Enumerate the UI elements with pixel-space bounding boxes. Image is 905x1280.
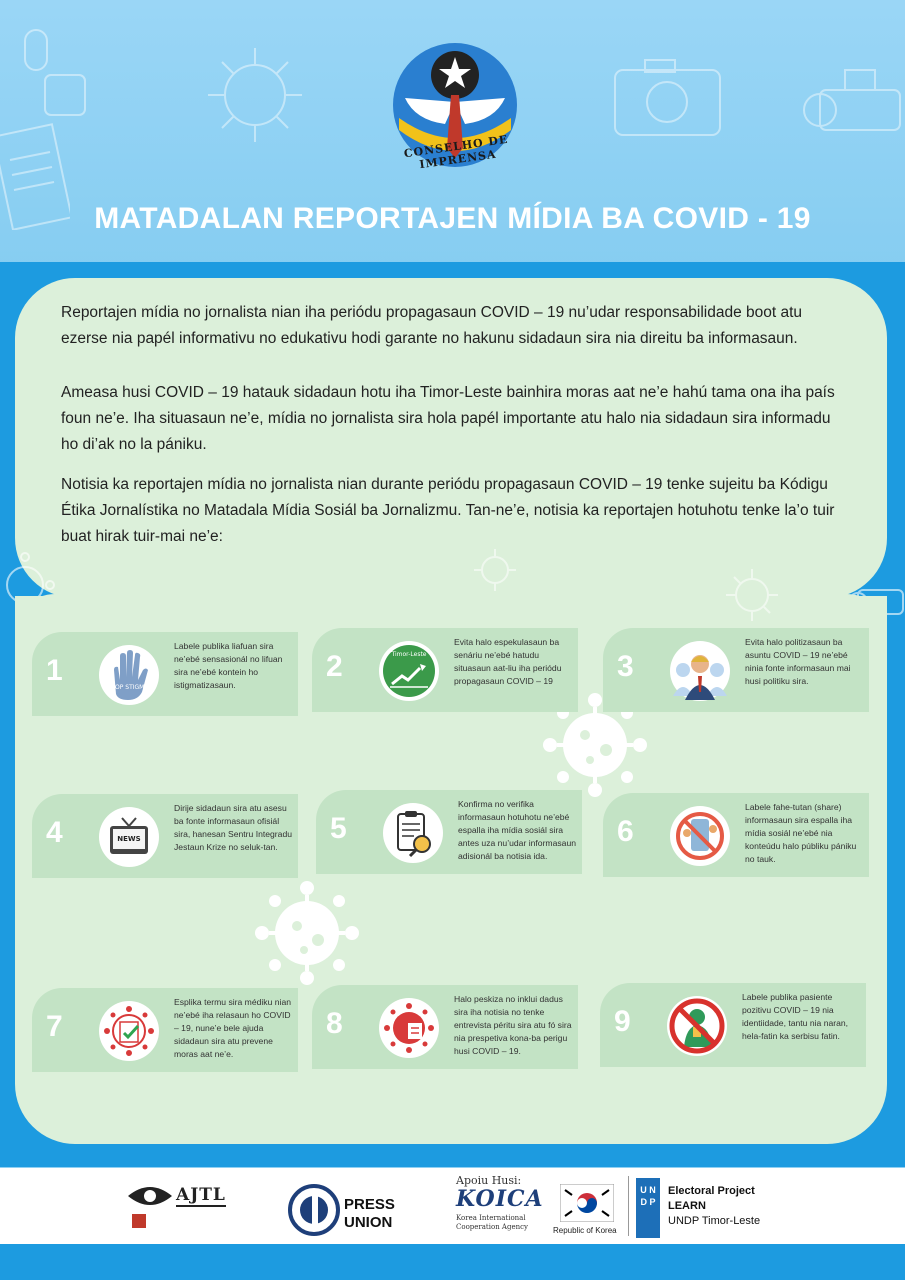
- microphone-outline-icon: [10, 20, 90, 120]
- press-union-line-1: PRESS: [344, 1196, 395, 1213]
- no-sharing-phone-icon: [669, 805, 731, 867]
- undp-logo: U N D P: [636, 1178, 660, 1238]
- guideline-text: Evita halo espekulasaun ba senáriu ne’ebé hatudu situasaun aat-liu iha periódu propagasaun COVID – 19: [454, 637, 562, 686]
- korea-flag-icon: [560, 1184, 614, 1222]
- decorative-virus-outline-icon: [200, 40, 310, 150]
- stop-stigma-label: STOP STIGMA: [107, 684, 149, 691]
- virus-check-icon: [98, 1000, 160, 1062]
- clipboard-magnifier-icon: [382, 802, 444, 864]
- footer: [0, 1168, 905, 1244]
- decorative-virus-icon: [252, 878, 362, 988]
- guideline-number: 2: [326, 650, 343, 683]
- guideline-card-7: [32, 988, 298, 1072]
- logo-caption: CONSELHO DE IMPRENSA: [403, 132, 510, 172]
- guideline-text: Konfirma no verifika informasaun hotuhotu ne’ebé espalla iha mídia sosiál sira antes uza nu’udar informasaun adisionál ba notisia ida.: [458, 799, 577, 861]
- footer-divider: [628, 1176, 629, 1236]
- ajtl-label: AJTL: [176, 1185, 226, 1205]
- guideline-card-9: [600, 983, 866, 1067]
- politician-icon: [669, 640, 731, 702]
- guideline-number: 8: [326, 1007, 343, 1040]
- koica-logo: KOICA: [456, 1186, 544, 1212]
- guideline-number: 9: [614, 1005, 631, 1038]
- guideline-text: Esplika termu sira médiku nian ne’ebé iha relasaun ho COVID – 19, nune’e bele ajuda sidadaun sira atu prevene moras aat ne’e.: [174, 997, 292, 1059]
- guideline-text: Evita halo politizasaun ba asuntu COVID – 19 ne’ebé ninia fonte informasaun mai husi politiku sira.: [745, 637, 851, 686]
- footer-band: [0, 1244, 905, 1280]
- guideline-text: Dirije sidadaun sira atu asesu ba fonte informasaun ofisiál sira, hanesan Sentru Integradu Jestaun Krize no seluk-tan.: [174, 803, 293, 852]
- news-label: NEWS: [117, 835, 141, 843]
- news-tv-icon: [98, 806, 160, 868]
- decorative-virus-icon: [722, 565, 782, 625]
- koica-subtitle: Korea International Cooperation Agency: [456, 1214, 528, 1231]
- camera-outline-icon: [610, 55, 725, 140]
- guideline-card-6: [603, 793, 869, 877]
- guideline-number: 1: [46, 654, 63, 687]
- press-union-line-2: UNION: [344, 1214, 393, 1231]
- virus-data-icon: [378, 997, 440, 1059]
- decorative-virus-icon: [470, 545, 520, 595]
- page-title: MATADALAN REPORTAJEN MÍDIA BA COVID - 19: [94, 202, 811, 235]
- learn-line-1: Electoral Project: [668, 1185, 755, 1197]
- guideline-text: Labele publika pasiente pozitivu COVID – 19 nia identiidade, tantu nia naran, hela-fatin ka serbisu fatin.: [742, 992, 849, 1041]
- intro-paragraph-2: Ameasa husi COVID – 19 hatauk sidadaun hotu iha Timor-Leste bainhira moras aat ne’e hahú tama ona iha país foun ne’e. Iha situasaun ne’e, mídia no jornalista sira hola papél importante atu halo nia sidadaun sira informadu ho di’ak no la pániku.: [61, 384, 835, 453]
- guideline-number: 5: [330, 812, 347, 845]
- press-union-name: [344, 1196, 395, 1232]
- intro-paragraph-1: Reportajen mídia no jornalista nian iha periódu propagasaun COVID – 19 nu’udar responsabilidade boot atu ezerse nia papél informativu no edukativu hodi garante no hakunu sidadaun sira nia direitu ba informasaun.: [61, 304, 803, 347]
- guideline-card-3: [603, 628, 869, 712]
- no-patient-id-icon: [666, 995, 728, 1057]
- guideline-number: 6: [617, 815, 634, 848]
- guideline-number: 7: [46, 1010, 63, 1043]
- learn-project-label: [668, 1184, 760, 1229]
- support-label: Apoiu Husi:: [456, 1174, 522, 1187]
- stop-stigma-hand-icon: [98, 644, 160, 706]
- timor-leste-chart-icon: [378, 640, 440, 702]
- korea-label: Republic of Korea: [553, 1226, 617, 1235]
- guideline-number: 3: [617, 650, 634, 683]
- guideline-card-4: [32, 794, 298, 878]
- learn-line-2: LEARN: [668, 1200, 706, 1212]
- guideline-card-5: [316, 790, 582, 874]
- learn-line-3: UNDP Timor-Leste: [668, 1215, 761, 1227]
- guideline-number: 4: [46, 816, 63, 849]
- guideline-card-1: [32, 632, 298, 716]
- intro-paragraph-3: Notisia ka reportajen mídia no jornalista nian durante periódu propagasaun COVID – 19 tenke sujeitu ba Kódigu Étika Jornalístika no Matadala Mídia Sosiál ba Jornalizmu. Tan-ne’e, notisia ka reportajen hotuhotu tenke la’o tuir buat hirak tuir-mai ne’e:: [61, 476, 835, 545]
- guideline-card-2: [312, 628, 578, 712]
- chart-caption: Timor-Leste: [391, 651, 427, 658]
- intro-panel: [15, 278, 887, 598]
- video-camera-outline-icon: [800, 60, 905, 160]
- guideline-card-8: [312, 985, 578, 1069]
- guideline-text: Labele publika liafuan sira ne’ebé sensasionál no lifuan sira ne’ebé kontein ho istigmatizasaun.: [174, 641, 283, 690]
- guideline-text: Labele fahe-tutan (share) informasaun sira espalla iha mídia sosiál ne’ebé nia konteúdu halo públiku pániku no tauk.: [745, 802, 857, 864]
- guideline-text: Halo peskiza no inklui dadus sira iha notisia no tenke entrevista péritu sira atu fó sira nia prespetiva kona-ba perigu husi COVID – 19.: [454, 994, 572, 1056]
- press-union-logo: [284, 1178, 344, 1238]
